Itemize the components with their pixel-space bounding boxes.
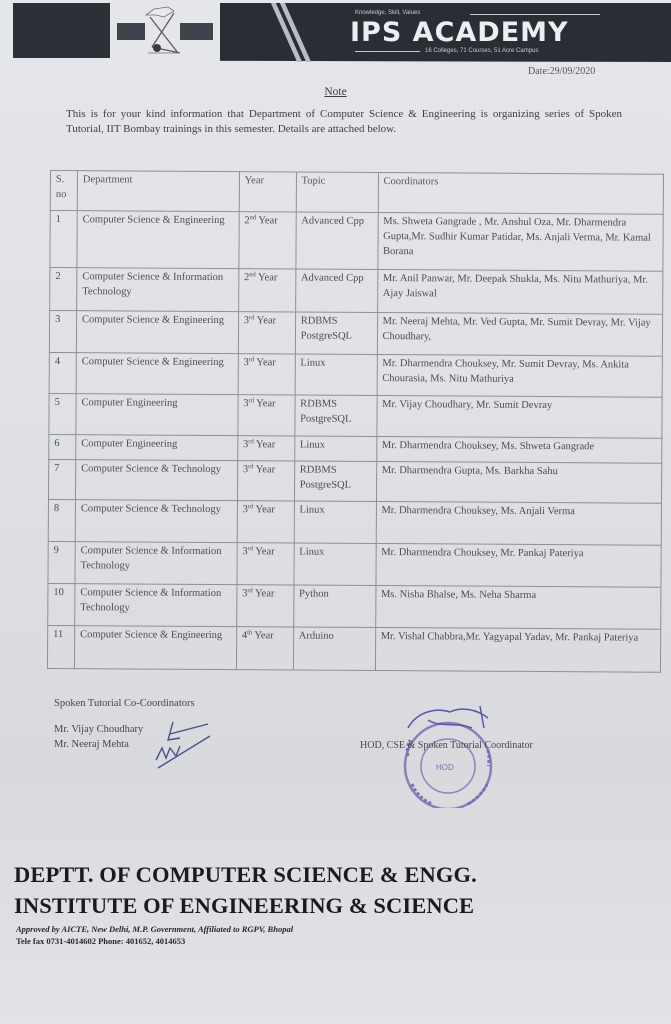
footer-contact-line: Tele fax 0731-4014602 Phone: 401652, 4014653 bbox=[16, 936, 186, 946]
cell-department: Computer Science & Information Technology bbox=[75, 584, 237, 627]
table-row bbox=[49, 393, 662, 438]
cell-department: Computer Science & Engineering bbox=[74, 626, 236, 670]
cell-department: Computer Science & Engineering bbox=[76, 353, 238, 395]
table-header-row bbox=[50, 171, 663, 215]
table-row bbox=[48, 541, 661, 587]
cell-coordinators: Mr. Dharmendra Chouksey, Mr. Sumit Devray, Ms. Ankita Chourasia, Ms. Nitu Mathuriya bbox=[377, 355, 663, 398]
brand-tagline: Knowledge, Skill, Values bbox=[355, 10, 421, 16]
divider bbox=[355, 51, 420, 52]
cell-sno: 2 bbox=[50, 268, 77, 311]
column-header-coordinators: Coordinators bbox=[378, 173, 664, 215]
cell-year: 3rd Year bbox=[237, 436, 294, 461]
cell-department: Computer Science & Technology bbox=[75, 500, 237, 543]
cell-topic: Advanced Cpp bbox=[296, 212, 378, 269]
cell-coordinators: Mr. Vishal Chabbra,Mr. Yagyapal Yadav, Mr. Pankaj Pateriya bbox=[375, 627, 661, 672]
column-header-sno: S. no bbox=[50, 171, 77, 211]
table-row bbox=[47, 625, 660, 672]
cell-topic: Linux bbox=[294, 436, 376, 462]
cell-topic: Linux bbox=[294, 501, 376, 543]
cell-department: Computer Science & Engineering bbox=[76, 311, 238, 354]
cell-coordinators: Mr. Dharmendra Chouksey, Ms. Shweta Gangrade bbox=[376, 436, 662, 463]
footer-approval-line: Approved by AICTE, New Delhi, M.P. Government, Affiliated to RGPV, Bhopal bbox=[16, 924, 294, 934]
cell-coordinators: Mr. Dharmendra Chouksey, Mr. Pankaj Pateriya bbox=[376, 543, 662, 587]
hod-designation: HOD, CSE & Spoken Tutorial Coordinator bbox=[360, 740, 533, 751]
table-row bbox=[48, 583, 661, 629]
training-schedule-table bbox=[47, 170, 664, 673]
institute-logo bbox=[114, 3, 216, 58]
cell-year: 3rd Year bbox=[237, 543, 294, 585]
svg-text:HOD: HOD bbox=[436, 763, 454, 772]
cell-department: Computer Science & Engineering bbox=[77, 211, 239, 269]
note-body: This is for your kind information that Department of Computer Science & Engineering is organizing series of Spoken Tutorial, IIT Bombay trainings in this semester. Details are attached below. bbox=[66, 108, 622, 135]
cell-topic: Arduino bbox=[293, 627, 375, 670]
cell-sno: 10 bbox=[48, 583, 75, 625]
cell-topic: Python bbox=[293, 585, 375, 627]
cell-sno: 1 bbox=[50, 211, 77, 268]
cell-coordinators: Mr. Vijay Choudhary, Mr. Sumit Devray bbox=[376, 395, 662, 438]
table-row bbox=[48, 459, 661, 503]
cell-department: Computer Science & Technology bbox=[75, 460, 237, 501]
divider bbox=[470, 14, 600, 15]
cell-topic: Advanced Cpp bbox=[295, 269, 377, 312]
cell-sno: 9 bbox=[48, 541, 75, 583]
cell-sno: 11 bbox=[47, 625, 74, 668]
cell-sno: 4 bbox=[49, 352, 76, 393]
cell-year: 3rd Year bbox=[238, 395, 295, 436]
table-row bbox=[49, 352, 662, 397]
column-header-department: Department bbox=[77, 171, 239, 212]
table-row bbox=[50, 211, 663, 272]
table-row bbox=[48, 499, 661, 545]
logo-emblem-icon bbox=[134, 3, 194, 58]
cell-year: 3rd Year bbox=[237, 461, 294, 501]
cell-sno: 5 bbox=[49, 393, 76, 434]
cell-sno: 8 bbox=[48, 499, 75, 541]
table-row bbox=[50, 268, 663, 315]
cell-sno: 6 bbox=[49, 434, 76, 459]
cell-department: Computer Engineering bbox=[76, 435, 238, 461]
cell-department: Computer Engineering bbox=[76, 394, 238, 436]
document-date: Date:29/09/2020 bbox=[528, 66, 596, 77]
co-coordinators-title: Spoken Tutorial Co-Coordinators bbox=[54, 698, 195, 709]
cell-topic: Linux bbox=[294, 543, 376, 585]
cell-coordinators: Mr. Anil Panwar, Mr. Deepak Shukla, Ms. Nitu Mathuriya, Mr. Ajay Jaiswal bbox=[377, 270, 663, 315]
brand-title: IPS ACADEMY bbox=[350, 17, 569, 48]
table-row bbox=[49, 311, 662, 357]
cell-sno: 7 bbox=[48, 459, 75, 499]
brand-subtitle: 16 Colleges, 71 Courses, 51 Acre Campus bbox=[425, 48, 539, 54]
cell-coordinators: Mr. Neeraj Mehta, Mr. Ved Gupta, Mr. Sumit Devray, Mr. Vijay Choudhary, bbox=[377, 313, 663, 357]
cell-year: 2nd Year bbox=[238, 269, 295, 312]
column-header-year: Year bbox=[239, 172, 296, 212]
cell-coordinators: Mr. Dharmendra Gupta, Ms. Barkha Sahu bbox=[376, 461, 662, 503]
cell-coordinators: Ms. Nisha Bhalse, Ms. Neha Sharma bbox=[375, 585, 661, 629]
letterhead-dark-block bbox=[13, 3, 110, 58]
cell-year: 3rd Year bbox=[236, 585, 293, 627]
footer-department-name: DEPTT. OF COMPUTER SCIENCE & ENGG. bbox=[14, 862, 477, 887]
footer-institute-name: INSTITUTE OF ENGINEERING & SCIENCE bbox=[14, 893, 475, 918]
cell-sno: 3 bbox=[49, 311, 76, 353]
cell-department: Computer Science & Information Technology bbox=[75, 542, 237, 585]
cell-year: 4th Year bbox=[236, 627, 293, 670]
letterhead-banner bbox=[0, 3, 671, 59]
cell-year: 3rd Year bbox=[238, 354, 295, 395]
cell-topic: RDBMS PostgreSQL bbox=[295, 312, 377, 354]
cell-year: 2nd Year bbox=[239, 212, 296, 269]
cell-year: 3rd Year bbox=[237, 501, 294, 543]
cell-topic: RDBMS PostgreSQL bbox=[295, 395, 377, 436]
cell-coordinators: Mr. Dharmendra Chouksey, Ms. Anjali Verma bbox=[376, 501, 662, 545]
hod-stamp-icon bbox=[388, 698, 518, 808]
cell-coordinators: Ms. Shweta Gangrade , Mr. Anshul Oza, Mr. Dharmendra Gupta,Mr. Sudhir Kumar Patidar, Ms. Anjali Verma, Mr. Kamal Borana bbox=[377, 213, 663, 272]
co-coordinator-name: Mr. Vijay Choudhary bbox=[54, 724, 144, 735]
note-title: Note bbox=[324, 86, 347, 98]
column-header-topic: Topic bbox=[296, 172, 378, 212]
cell-department: Computer Science & Information Technology bbox=[77, 268, 239, 312]
signature-icon bbox=[148, 712, 218, 777]
cell-topic: RDBMS PostgreSQL bbox=[294, 461, 376, 501]
table-row bbox=[49, 434, 662, 463]
cell-topic: Linux bbox=[295, 354, 377, 395]
cell-year: 3rd Year bbox=[238, 312, 295, 354]
co-coordinator-name: Mr. Neeraj Mehta bbox=[54, 739, 129, 750]
